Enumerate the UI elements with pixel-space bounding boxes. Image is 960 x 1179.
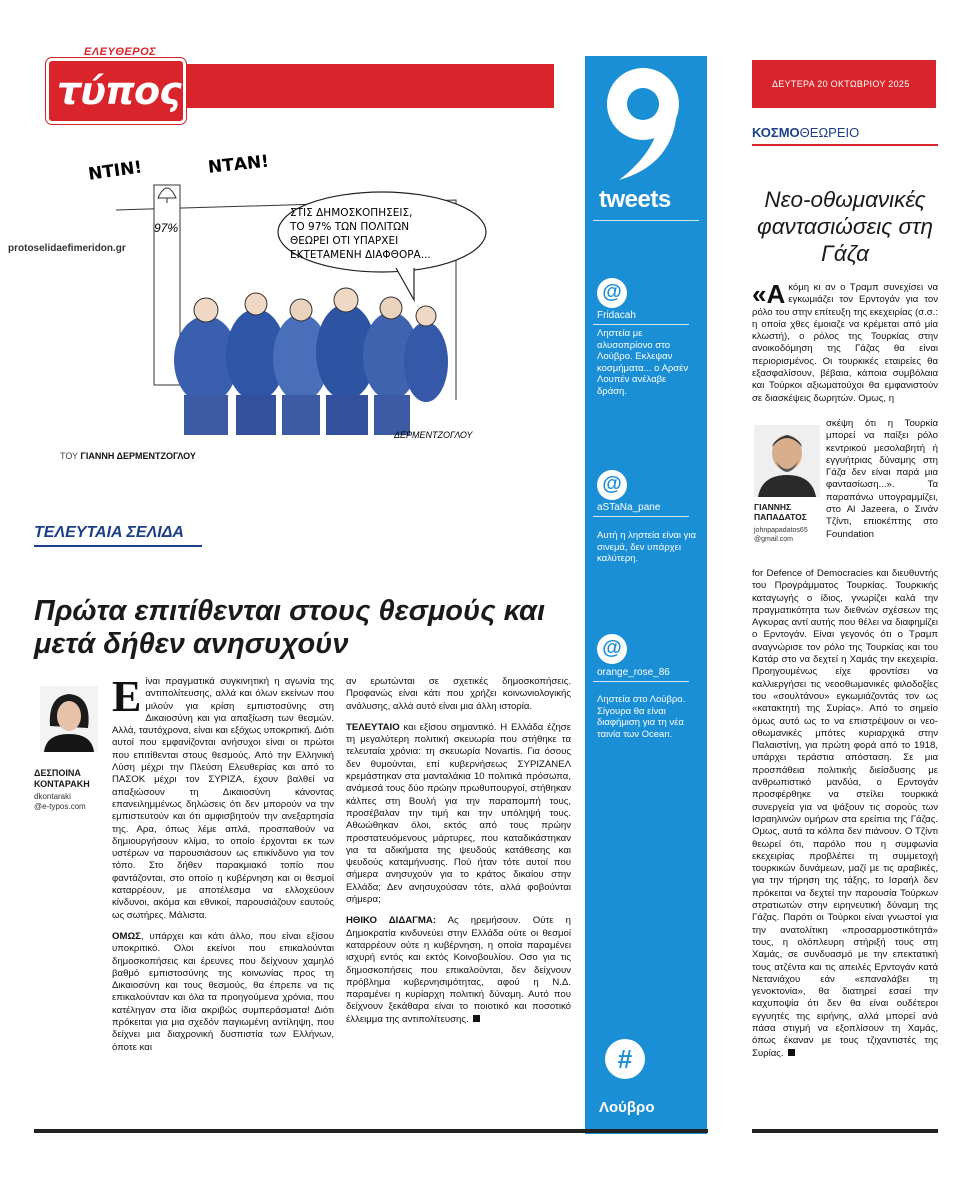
at-icon-2: @: [597, 470, 627, 500]
end-mark: [473, 1015, 480, 1022]
author-name-first: ΔΕΣΠΟΙΝΑ: [34, 768, 81, 778]
tweets-title: tweets: [599, 186, 671, 213]
dropcap: Ε: [112, 672, 142, 721]
author-handle: dkontaraki: [34, 792, 71, 801]
author-name: [34, 768, 90, 790]
speech-line-2: ΤΟ 97% ΤΩΝ ΠΟΛΙΤΩΝ: [290, 221, 410, 233]
right-body: for Defence of Democracies και διευθυντής του Προγράμματος Τουρκίας. Τουρκικής καταγωγής ο ίδιος, γνωρίζει καλά την πραγματικότητα των διεθνών σχέσεων της Αγκυρας αντί αυτής που θέλει να διαφημίζει ο Ερντογάν. Είναι γεγονός ότι ο Τραμπ αναγνώρισε τον ρόλο της Τουρκίας και του Κατάρ στο να δεχτεί η Χαμάς την εκεχειρία. Προηγουμένως είχε φροντίσει να καλλιεργήσει τις νεοοθωμανικές φιλοδοξίες του «σουλτάνου» εγκωμιάζοντάς τον ως «κατακτητή της Συρίας». Από το σημείο όμως αυτό ως το να επιστρέψουν οι νεο-οθωμανικές μπότες κυριαρχικά στην Παλαιστίνη, για πρώτη φορά από το 1918, υπάρχει τεράστια απόσταση. Σε μια προσπάθεια πολιτικής διείσδυσης με ανθρωπιστικό μανδύα, ο Ερντογάν προσφέρθηκε να στείλει τουρκικά συνεργεία για να ψάξουν τις σορούς των Ισραηλινών ομήρων στα ερείπια της Γάζας. Ομως, αυτά τα κόλπα δεν πιάνουν. Ο Τζίντι θεωρεί ότι, παρόλο που η συμφωνία εκεχειρίας προβλέπει τη συμμετοχή τουρκικών δυνάμεων, μαζί με τις αραβικές, για την τήρηση της τάξης, το Ισραήλ δεν πρόκειται να δεχτεί την παρουσία Τούρκων στρατιωτών στην ειρηνευτική δύναμη της Γάζας. Παρότι οι Τούρκοι είναι γνωστοί για την ανατολίτικη «προσαρμοστικότητά» τους, η ολόπλευρη στήριξή τους στη Χαμάς, σε συνδυασμό με την επεκτατική τους ατζέντα και τις απειλές Ερντογάν κατά Νετανιάχου εάν «επαναλάβει τη γενοκτονία», θα διατηρεί εσαεί την καχυποψία ότι δεν θα είναι ουδέτεροι εγγυητές της ειρήνης, αλλά μπορεί ανά πάσα στιγμή να εξοπλίσουν τη Χαμάς, όπως έκαναν με τους τζιχαντιστές της Συρίας.: [752, 568, 938, 1059]
article-paragraph-2: ΟΜΩΣ, υπάρχει και κάτι άλλο, που είναι εξίσου υποκριτικό. Ολοι εκείνοι που επικαλούνται δημοσκοπήσεις και έρευνες που δείχνουν χαμηλό βαθμό εμπιστοσύνης της κοινωνίας προς τη Δικαιοσύνη και τους θεσμούς, θα έπρεπε να τις επικαλούνταν και όλα τα προηγούμενα χρόνια, που κατέληγαν στα ίδια ακριβώς συμπεράσματα! Διότι πρόκειται για μια σχεδόν παγιωμένη αντίληψη, που δείχνει μια διαχρονική δυσπιστία των Ελλήνων, όποτε και: [112, 930, 334, 1053]
tweet-handle-2[interactable]: aSTaNa_pane: [597, 502, 661, 513]
tweet-text-2: Αυτή η ληστεία είναι για σινεμά, δεν υπάρχει καλύτερη.: [597, 530, 696, 565]
cartoon-figures: [174, 288, 448, 435]
right-section-underline: [752, 144, 938, 146]
credit-name: ΓΙΑΝΝΗ ΔΕΡΜΕΝΤΖΟΓΛΟΥ: [80, 451, 196, 461]
right-wrap-text: σκέψη ότι η Τουρκία μπορεί να παίξει ρόλο κεντρικού μεσολαβητή ή εγγυήτριας δύναμης στη Γάζα δεν είναι παρά μια φαντασίωση...». Τα παραπάνω υπογραμμίζει, στο Al Jazeera, ο Σινάν Τζίντι, επιοκέπτης στο Foundation: [826, 418, 938, 540]
logo-box: [46, 58, 186, 124]
watermark: protoselidaefimeridon.gr: [8, 243, 126, 254]
speech-line-1: ΣΤΙΣ ΔΗΜΟΣΚΟΠΗΣΕΙΣ,: [290, 207, 413, 219]
credit-prefix: ΤΟΥ: [60, 451, 78, 461]
speech-bubble-tail: [396, 268, 414, 300]
right-author-last: ΠΑΠΑΔΑΤΟΣ: [754, 512, 807, 522]
tweet-divider-3: [593, 681, 689, 682]
masthead-logo[interactable]: [46, 44, 180, 120]
tweet-divider-1: [593, 324, 689, 325]
section-tag: ΤΕΛΕΥΤΑΙΑ ΣΕΛΙΔΑ: [34, 524, 184, 541]
hashtag-icon: #: [605, 1039, 645, 1079]
section-bold: ΚΟΣΜΟ: [752, 125, 800, 140]
section-underline: [34, 545, 202, 547]
article-paragraph-1: Είναι πραγματικά συγκινητική η αγωνία της αντιπολίτευσης, αλλά και όλων εκείνων που μιλούν για κρίση εμπιστοσύνης στη Δικαιοσύνη και για απαξίωση των θεσμών. Αλλά, ταυτόχρονα, είναι και εξόχως υποκριτική. Διότι αυτοί που εμφανίζονται ανήσυχοι είναι οι πρώτοι που επιτίθενται στους θεσμούς. Από την Ελληνική Λύση μέχρι την Πλεύση Ελευθερίας και από το ΠΑΣΟΚ μέχρι τον ΣΥΡΙΖΑ, έχουν βαλθεί να απαξιώσουν τη Δικαιοσύνη κάνοντας επανειλημμένως δηλώσεις ότι δεν μπορούν να την εμπιστευτούν και ότι αμφισβητούν την ανεξαρτησία της. Αρα, όπως λέμε απλά, προσπαθούν να δημιουργήσουν κλίμα, το οποίο έρχονται εκ των υστέρων να παρουσιάσουν ως επικίνδυνο για τον τόπο. Στο δήθεν παρακμιακό τοπίο που φαντάζονται, στο οποίο η κυβέρνηση και οι θεσμοί καταρρέουν, με αποτέλεσμα να ελλοχεύουν κίνδυνοι, ακόμα και εθνικοί, παρουσιάζουν εαυτούς ως σωτήρες. Μάλιστα.: [112, 672, 334, 921]
author-email-domain: @e-typos.com: [34, 802, 86, 811]
right-headline: Νεο-οθωμανικές φαντασιώσεις στη Γάζα: [757, 187, 933, 266]
bell-value-text: 97%: [154, 221, 179, 235]
cartoon-signature: ΔΕΡΜΕΝΤΖΟΓΛΟΥ: [394, 430, 473, 440]
right-author-name: [754, 502, 807, 522]
right-intro: «Ακόμη κι αν ο Τραμπ συνεχίσει να εγκωμιάζει τον Ερντογάν για τον ρόλο του στην επίτευξη της εκεχειρίας (σ.σ.: η οποία χθες έμοιαζε να κρέμεται από μία κλωστή), ο ρόλος της Τουρκίας στην ανοικοδόμηση της Γάζας θα είναι περιορισμένος. Οι τουρκικές εταιρείες θα εξασφαλίσουν, βέβαια, κάποια συμβόλαια και Τούρκοι αξιωματούχοι θα εμφανιστούν σε διασκέψεις δωρητών. Ομως, η: [752, 279, 938, 404]
issue-date: ΔΕΥΤΕΡΑ 20 ΟΚΤΩΒΡΙΟΥ 2025: [772, 79, 910, 89]
right-quote-mark: «Α: [752, 279, 786, 309]
right-author-handle: johnpapadatos65: [754, 527, 808, 534]
article-headline: Πρώτα επιτίθενται στους θεσμούς και μετά δήθεν ανησυχούν: [34, 595, 546, 660]
article-paragraph-4: ΤΕΛΕΥΤΑΙΟ και εξίσου σημαντικό. Η Ελλάδα έζησε τη μεγαλύτερη πολιτική σκευωρία που στήθηκε τα τελευταία χρόνια: τη σκευωρία Novartis. Για όσους δεν θυμούνται, επί κυβερνήσεως ΣΥΡΙΖΑΝΕΛ κρεμάστηκαν στα μανταλάκια 10 πολιτικά πρόσωπα, ανάμεσά τους δύο πρώην πρωθυπουργοί, στήθηκαν κάλπες στη Βουλή για την παραπομπή τους, προσέβαλαν την τιμή και την υπόληψή τους. Αθωώθηκαν όλοι, εκτός από τους πρώην προστατευόμενους μάρτυρες, που καταδικάστηκαν για τα αδικήματα της ψευδούς κατάθεσης και ψευδούς καταμήνυσης. Πού ήταν τότε αυτοί που σήμερα ανησυχούν για το κράτος δικαίου στην Ελλάδα; Δεν ανησυχούσαν τότε, αλλά φοβούνται σήμερα;: [346, 721, 571, 906]
cartoon: [87, 140, 496, 448]
author-photo: [40, 686, 98, 752]
sound-left-text: ΝΤΙΝ!: [87, 157, 144, 185]
article-column-1: [112, 672, 334, 1128]
tweet-text-3: Ληστεία στο Λούβρο. Σίγουρα θα είναι διαφήμιση για τη νέα ταινία των Ocean.: [597, 694, 686, 740]
cartoon-credit: [60, 451, 196, 461]
tweet-text-1: Ληστεία με αλυσοπρίονο στο Λούβρο. Εκλεψαν κοσμήματα... ο Αρσέν Λουπέν ανέλαβε δράση.: [597, 328, 689, 397]
right-author-domain: @gmail.com: [754, 536, 794, 543]
speech-line-4: ΕΚΤΕΤΑΜΕΝΗ ΔΙΑΦΘΟΡΑ...: [290, 249, 431, 261]
date-bar: [752, 60, 936, 108]
article-column-2: [346, 676, 571, 1128]
tweet-divider-2: [593, 516, 689, 517]
tweet-handle-1[interactable]: Fridacah: [597, 310, 636, 321]
tweets-panel: [585, 56, 707, 1134]
right-author-photo: [754, 425, 820, 497]
article-paragraph-3: αν ερωτώνται σε σχετικές δημοσκοπήσεις. Προφανώς είναι κάτι που χρήζει κοινωνιολογικής ανάλυσης, αλλά αυτό είναι μια άλλη ιστορία.: [346, 676, 571, 712]
bottom-rule-left: [34, 1129, 708, 1133]
right-author-first: ΓΙΑΝΝΗΣ: [754, 502, 792, 512]
author-email[interactable]: [34, 792, 86, 812]
logo-main-text: τύπος: [57, 69, 181, 113]
at-icon-1: @: [597, 278, 627, 308]
section-light: ΘΕΩΡΕΙΟ: [799, 125, 860, 140]
article-paragraph-5: ΗΘΙΚΟ ΔΙΔΑΓΜΑ: Ας ηρεμήσουν. Ούτε η Δημοκρατία κινδυνεύει στην Ελλάδα ούτε οι θεσμοί καταρρέουν ούτε η κυβέρνηση, η οποία παραμένει ισχυρή εντός και εκτός Κοινοβουλίου. Οσο για τις δημοσκοπήσεις που επικαλούνται, δεν δείχνουν πρόβλημα κυβερνησιμότητας, αφού η Ν.Δ. παραμένει η κυρίαρχη πολιτική δύναμη. Αυτό που δείχνουν ξεκάθαρα είναι το ποιοτικό και ποσοτικό έλλειμμα της αντιπολίτευσης.: [346, 915, 571, 1025]
author-name-last: ΚΟΝΤΑΡΑΚΗ: [34, 779, 90, 789]
tweet-handle-3[interactable]: orange_rose_86: [597, 667, 670, 678]
right-section-tag: [752, 125, 859, 140]
nine-bird-icon: [599, 64, 691, 184]
bottom-rule-right: [752, 1129, 938, 1133]
hashtag-label[interactable]: Λούβρο: [599, 1099, 655, 1116]
right-author-email[interactable]: [754, 526, 808, 544]
logo-top-text: ΕΛΕΥΘΕΡΟΣ: [84, 46, 157, 58]
right-end-mark: [788, 1049, 795, 1056]
at-icon-3: @: [597, 634, 627, 664]
tweets-divider: [593, 220, 699, 221]
sound-right-text: ΝΤΑΝ!: [207, 151, 270, 178]
speech-line-3: ΘΕΩΡΕΙ ΟΤΙ ΥΠΑΡΧΕΙ: [290, 235, 399, 247]
